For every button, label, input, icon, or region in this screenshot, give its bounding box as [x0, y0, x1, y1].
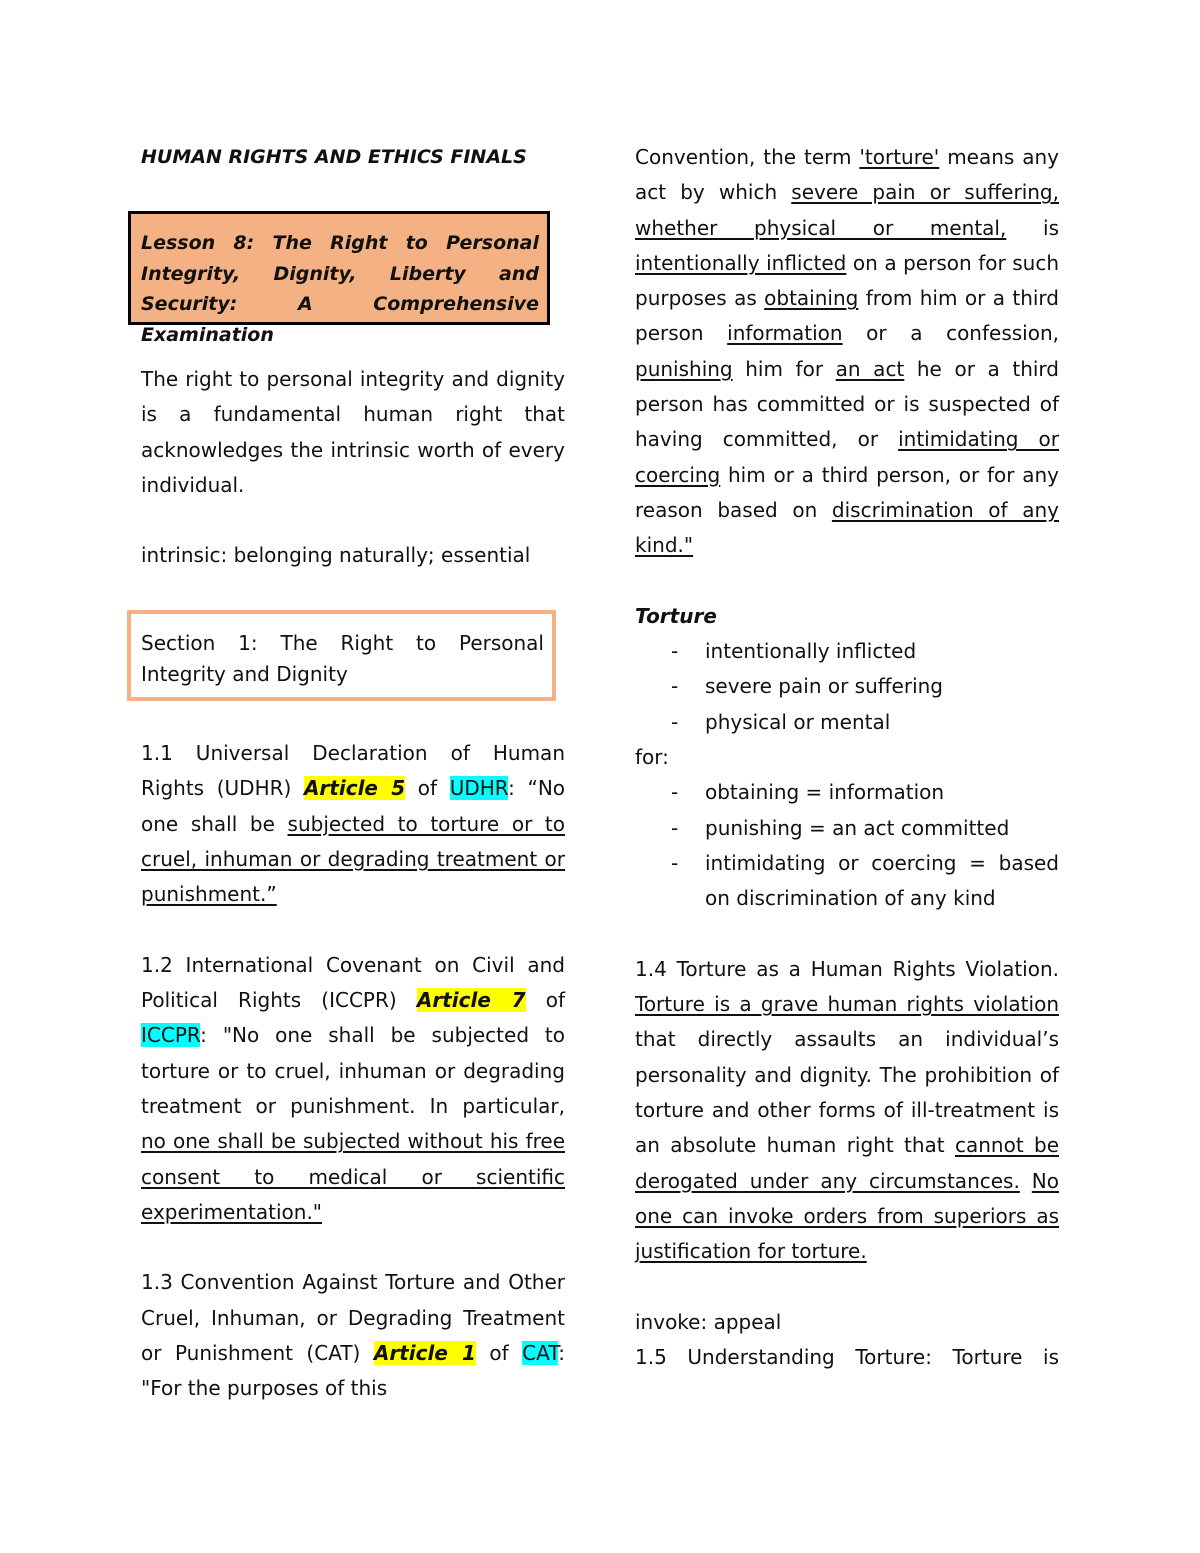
list-item: - physical or mental: [635, 705, 1059, 740]
paragraph-1-5: 1.5 Understanding Torture: Torture is: [635, 1345, 1059, 1370]
s1-1-underlined: subjected to torture or to cruel, inhuman or degrading treatment or punishment.”: [141, 811, 565, 907]
iccpr-highlight: ICCPR: [141, 1023, 201, 1048]
cont-text: he or a third person has committed or is suspected of having committed, or: [635, 356, 1059, 452]
cont-underlined: severe pain or suffering, whether physical or mental,: [635, 180, 1059, 240]
s1-2-text: 1.2 International Covenant on Civil and Political Rights (ICCPR): [141, 952, 565, 1013]
s1-1-of: of: [405, 776, 450, 801]
section-heading-box: [127, 610, 556, 701]
intrinsic-definition: intrinsic: belonging naturally; essential: [141, 543, 531, 568]
cat-highlight: CAT: [522, 1341, 559, 1366]
cont-underlined: punishing: [635, 356, 733, 381]
s1-3-text: 1.3 Convention Against Torture and Other Cruel, Inhuman, or Degrading Treatment or Punishment (CAT): [141, 1270, 565, 1366]
s1-3-of: of: [475, 1341, 523, 1366]
cont-underlined: information: [727, 321, 843, 346]
intro-block: [141, 362, 565, 574]
paragraph-1-3: [141, 1265, 565, 1406]
section-heading: Section 1: The Right to Personal Integrity and Dignity: [141, 631, 544, 686]
article-5-highlight: Article 5: [303, 776, 406, 801]
paragraph-1-1: [141, 736, 565, 912]
cont-text: means any act by which: [635, 145, 1059, 205]
cont-text: is: [1006, 215, 1059, 240]
cont-text: him or a third person, or for any reason based on: [635, 462, 1059, 522]
cont-underlined: discrimination of any kind.": [635, 497, 1059, 558]
s1-1-text: 1.1 Universal Declaration of Human Rights (UDHR): [141, 741, 565, 801]
paragraph-1-2: [141, 948, 565, 1230]
cont-text: on a person for such purposes as: [635, 250, 1060, 311]
cont-underlined: 'torture': [859, 145, 940, 169]
cat-definition-continued: [635, 140, 1059, 564]
torture-list: [635, 634, 1059, 740]
cont-text: from him or a third person: [635, 286, 1059, 346]
s1-4-underlined: No one can invoke orders from superiors as justification for torture.: [635, 1168, 1059, 1264]
cont-underlined: intentionally inflicted: [635, 250, 847, 275]
list-item: - intentionally inflicted: [635, 634, 1059, 669]
lesson-heading: Lesson 8: The Right to Personal Integrity, Dignity, Liberty and Security: A Comprehensive Examination: [141, 232, 539, 346]
cont-underlined: intimidating or coercing: [635, 427, 1059, 487]
article-1-highlight: Article 1: [373, 1341, 476, 1366]
cont-text: Convention, the term: [635, 145, 860, 169]
s1-2-text-b: : "No one shall be subjected to torture or to cruel, inhuman or degrading treatment or punishment. In particular,: [141, 1023, 565, 1118]
s1-2-of: of: [525, 988, 565, 1013]
s1-3-text-b: : "For the purposes of this: [141, 1341, 566, 1401]
list-item: - intimidating or coercing = based on discrimination of any kind: [635, 846, 1059, 917]
s1-4-text: that directly assaults an individual’s personality and dignity. The prohibition of torture and other forms of ill-treatment is an absolute human right that: [635, 1027, 1059, 1158]
list-item: - severe pain or suffering: [635, 669, 1059, 704]
left-column: [141, 140, 565, 175]
lesson-heading-box: [128, 211, 550, 346]
s1-4-text: [1020, 1169, 1032, 1193]
right-column: [635, 140, 1059, 1375]
document-title: HUMAN RIGHTS AND ETHICS FINALS: [141, 146, 527, 168]
article-7-highlight: Article 7: [416, 988, 526, 1013]
cont-text: him for: [732, 356, 836, 381]
list-item: - obtaining = information: [635, 775, 1059, 810]
cont-underlined: obtaining: [764, 286, 859, 311]
cont-text: or a confession,: [842, 321, 1059, 346]
s1-4-underlined: cannot be derogated under any circumstances.: [635, 1133, 1060, 1193]
list-item: - punishing = an act committed: [635, 811, 1059, 846]
s1-4-underlined: Torture is a grave human rights violation: [635, 992, 1059, 1017]
left-sections: [141, 736, 565, 1407]
intro-paragraph: The right to personal integrity and dignity is a fundamental human right that acknowledges the intrinsic worth of every individual.: [141, 367, 565, 497]
cont-underlined: an act: [835, 356, 905, 381]
purpose-list: [635, 775, 1059, 916]
s1-4-text: 1.4 Torture as a Human Rights Violation.: [635, 956, 1059, 981]
s1-2-underlined: no one shall be subjected without his free consent to medical or scientific experimentation.": [141, 1129, 565, 1224]
s1-1-text-b: : “No one shall be: [141, 776, 566, 836]
torture-heading: Torture: [635, 603, 717, 628]
invoke-definition: invoke: appeal: [635, 1309, 782, 1334]
paragraph-1-4: [635, 952, 1059, 1270]
for-label: for:: [635, 745, 669, 770]
udhr-highlight: UDHR: [449, 776, 509, 801]
